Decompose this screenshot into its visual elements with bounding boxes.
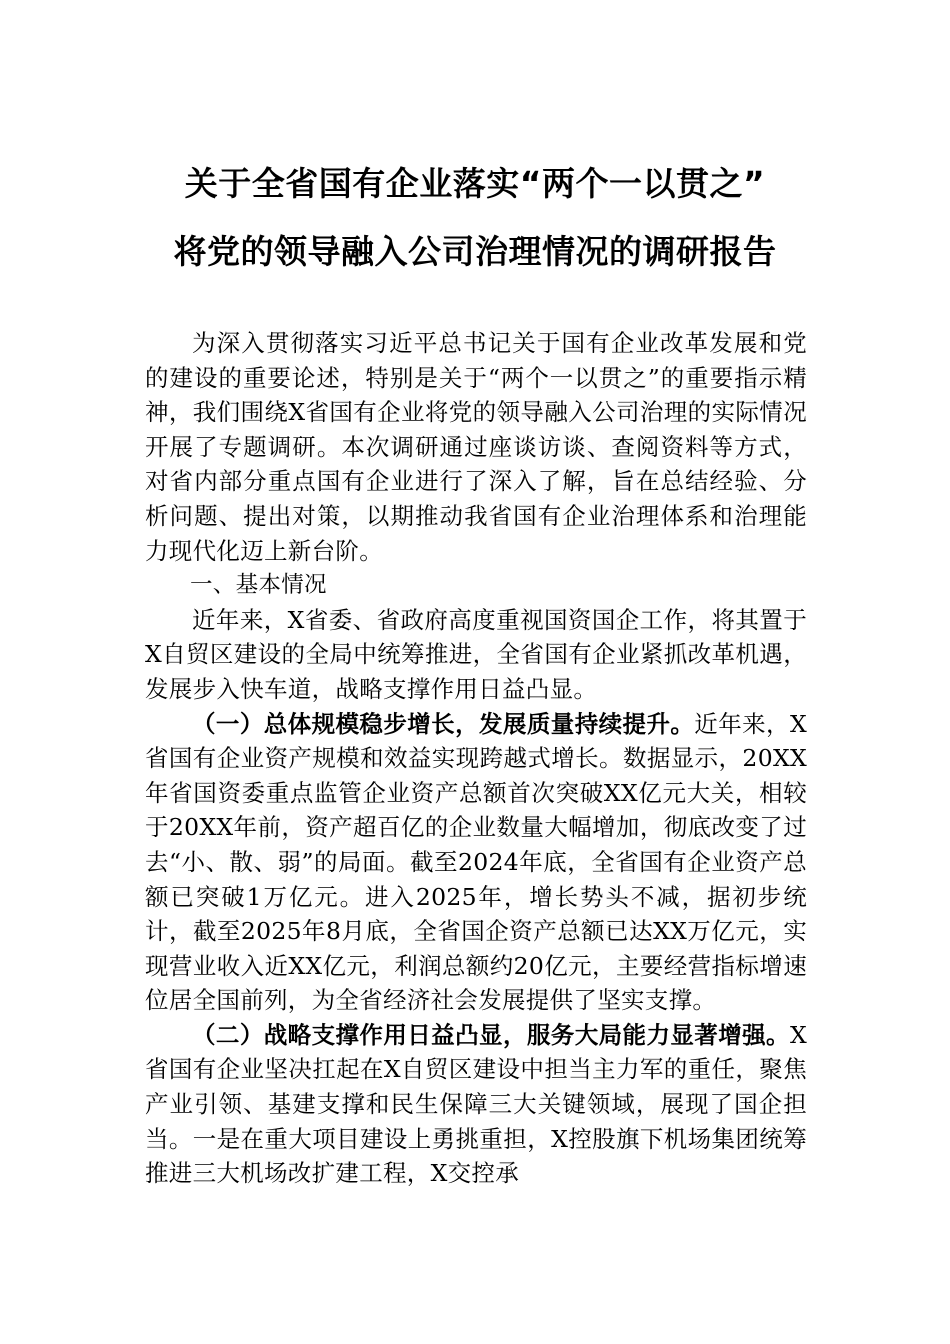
subsection2-heading: （二）战略支撑作用日益凸显，服务大局能力显著增强。 — [192, 1020, 790, 1049]
section1-heading: 一、基本情况 — [190, 572, 327, 599]
document-title-line1: 关于全省国有企业落实“两个一以贯之” — [184, 164, 766, 203]
document-body — [145, 326, 807, 1191]
subsection1-heading: （一）总体规模稳步增长，发展质量持续提升。 — [192, 709, 695, 738]
intro-paragraph: 为深入贯彻落实习近平总书记关于国有企业改革发展和党的建设的重要论述，特别是关于“两个一以贯之”的重要指示精神，我们围绕X省国有企业将党的领导融入公司治理的实际情况开展了专题调研。本次调研通过座谈访谈、查阅资料等方式，对省内部分重点国有企业进行了深入了解，旨在总结经验、分析问题、提出对策，以期推动我省国有企业治理体系和治理能力现代化迈上新台阶。 — [145, 329, 807, 565]
section1-intro-paragraph: 近年来，X省委、省政府高度重视国资国企工作，将其置于X自贸区建设的全局中统筹推进，全省国有企业紧抓改革机遇，发展步入快车道，战略支撑作用日益凸显。 — [145, 605, 807, 703]
document-title-line2: 将党的领导融入公司治理情况的调研报告 — [173, 232, 777, 271]
subsection1-paragraph — [145, 707, 807, 1018]
subsection1-text: 近年来，X省国有企业资产规模和效益实现跨越式增长。数据显示，20XX年省国资委重点监管企业资产总额首次突破XX亿元大关，相较于20XX年前，资产超百亿的企业数量大幅增加，彻底改变了过去“小、散、弱”的局面。截至2024年底，全省国有企业资产总额已突破1万亿元。进入2025年，增长势头不减，据初步统计，截至2025年8月底，全省国企资产总额已达XX万亿元，实现营业收入近XX亿元，利润总额约20亿元，主要经营指标增速位居全国前列，为全省经济社会发展提供了坚实支撑。 — [145, 709, 807, 1015]
subsection2-text: X省国有企业坚决扛起在X自贸区建设中担当主力军的重任，聚焦产业引领、基建支撑和民生保障三大关键领域，展现了国企担当。一是在重大项目建设上勇挑重担，X控股旗下机场集团统筹推进三大机场改扩建工程，X交控承 — [145, 1020, 807, 1188]
subsection2-paragraph — [145, 1018, 807, 1191]
